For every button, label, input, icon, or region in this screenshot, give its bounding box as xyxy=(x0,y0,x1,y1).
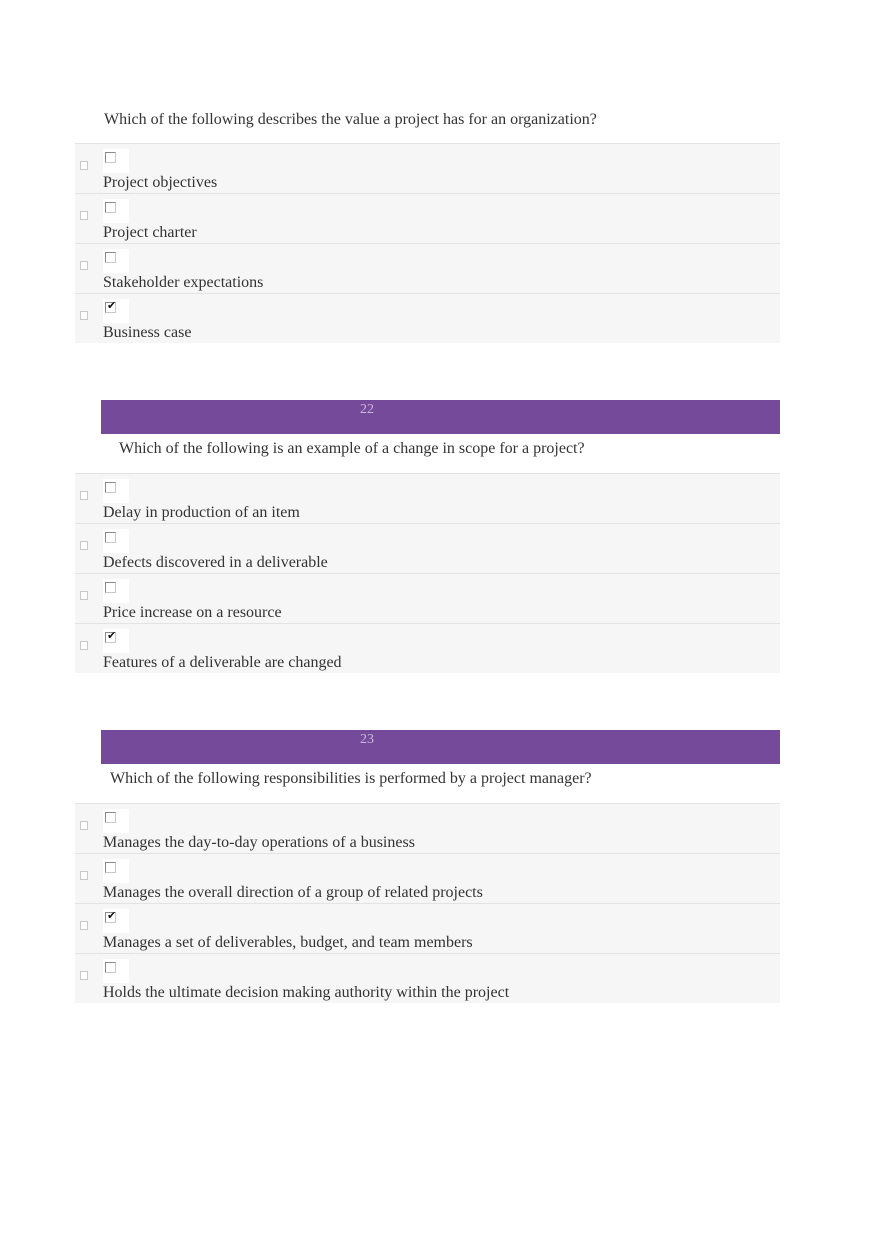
answer-label: Project objectives xyxy=(103,174,218,191)
checkbox-wrapper xyxy=(103,299,129,323)
answer-checkbox[interactable] xyxy=(105,812,116,823)
answer-label: Project charter xyxy=(103,224,197,241)
answer-label: Manages the overall direction of a group of related projects xyxy=(103,884,483,901)
checkbox-wrapper xyxy=(103,909,129,933)
answer-checkbox[interactable] xyxy=(105,252,116,263)
answer-option[interactable] xyxy=(75,243,780,293)
answer-checkbox[interactable] xyxy=(105,582,116,593)
check-mark-icon: ✔ xyxy=(107,909,117,922)
question-text: Which of the following describes the value a project has for an organization? xyxy=(104,111,597,128)
bullet-icon xyxy=(80,821,88,830)
answer-option[interactable] xyxy=(75,853,780,903)
bullet-icon xyxy=(80,211,88,220)
bullet-icon xyxy=(80,261,88,270)
answer-checkbox[interactable] xyxy=(105,629,117,643)
bullet-icon xyxy=(80,491,88,500)
bullet-icon xyxy=(80,921,88,930)
answer-checkbox[interactable] xyxy=(105,202,116,213)
checkbox-wrapper xyxy=(103,859,129,883)
answer-checkbox[interactable] xyxy=(105,299,117,313)
answer-checkbox[interactable] xyxy=(105,962,116,973)
answer-checkbox[interactable] xyxy=(105,909,117,923)
answer-label: Price increase on a resource xyxy=(103,604,282,621)
checkbox-wrapper xyxy=(103,479,129,503)
answer-option[interactable] xyxy=(75,953,780,1003)
check-mark-icon: ✔ xyxy=(107,629,117,642)
bullet-icon xyxy=(80,161,88,170)
answer-option[interactable] xyxy=(75,803,780,853)
answer-label: Holds the ultimate decision making authority within the project xyxy=(103,984,510,1001)
checkbox-wrapper xyxy=(103,809,129,833)
question-header xyxy=(101,730,780,764)
question-header xyxy=(101,400,780,434)
checkbox-wrapper xyxy=(103,529,129,553)
answer-option[interactable] xyxy=(75,573,780,623)
answer-options xyxy=(75,803,780,1003)
answer-label: Business case xyxy=(103,324,192,341)
answer-label: Features of a deliverable are changed xyxy=(103,654,342,671)
checkbox-wrapper xyxy=(103,629,129,653)
bullet-icon xyxy=(80,641,88,650)
answer-label: Manages a set of deliverables, budget, and team members xyxy=(103,934,473,951)
answer-label: Stakeholder expectations xyxy=(103,274,264,291)
checkbox-wrapper xyxy=(103,959,129,983)
bullet-icon xyxy=(80,871,88,880)
answer-checkbox[interactable] xyxy=(105,152,116,163)
answer-label: Delay in production of an item xyxy=(103,504,300,521)
answer-options xyxy=(75,473,780,673)
answer-options xyxy=(75,143,780,343)
answer-checkbox[interactable] xyxy=(105,482,116,493)
answer-option[interactable] xyxy=(75,473,780,523)
checkbox-wrapper xyxy=(103,149,129,173)
answer-option[interactable] xyxy=(75,523,780,573)
checkbox-wrapper xyxy=(103,199,129,223)
answer-label: Defects discovered in a deliverable xyxy=(103,554,328,571)
answer-checkbox[interactable] xyxy=(105,862,116,873)
checkbox-wrapper xyxy=(103,579,129,603)
bullet-icon xyxy=(80,971,88,980)
question-text: Which of the following responsibilities is performed by a project manager? xyxy=(110,770,592,787)
answer-option[interactable] xyxy=(75,193,780,243)
answer-option[interactable] xyxy=(75,293,780,343)
answer-option[interactable] xyxy=(75,143,780,193)
question-number: 22 xyxy=(360,402,374,417)
question-text: Which of the following is an example of a change in scope for a project? xyxy=(119,440,585,457)
bullet-icon xyxy=(80,541,88,550)
check-mark-icon: ✔ xyxy=(107,299,117,312)
bullet-icon xyxy=(80,591,88,600)
bullet-icon xyxy=(80,311,88,320)
question-number: 23 xyxy=(360,732,374,747)
answer-option[interactable] xyxy=(75,623,780,673)
checkbox-wrapper xyxy=(103,249,129,273)
answer-option[interactable] xyxy=(75,903,780,953)
answer-label: Manages the day-to-day operations of a business xyxy=(103,834,415,851)
answer-checkbox[interactable] xyxy=(105,532,116,543)
